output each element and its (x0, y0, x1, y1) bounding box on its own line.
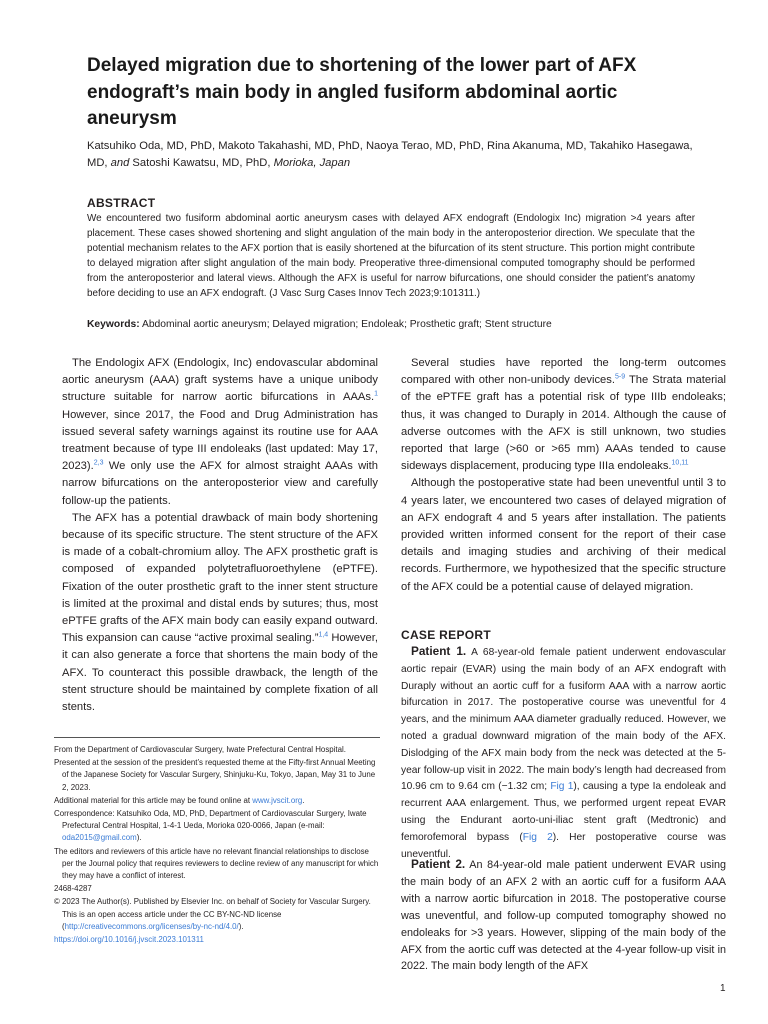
paragraph (62, 510, 378, 716)
text-run: ). (238, 921, 244, 931)
footnote (54, 896, 380, 933)
journal-website-link[interactable]: www.jvscit.org (252, 795, 303, 805)
abstract-text: We encountered two fusiform abdominal aortic aneurysm cases with delayed AFX endograft (Endologix Inc) migration >4 years after placement. These cases showed shortening and slight angulation of the main body in the anteroposterior direction. We speculate that the potential mechanism relates to the AFX portion that is easily shortened at the bifurcation of its stent structure. This portion might contribute to delayed migration after slight angulation of the main body. Preoperative three-dimensional computed tomography should be performed from the anteroposterior and lateral views. Although the AFX is useful for narrow bifurcations, one should consider the patient’s anatomy before deciding to use an AFX endograft. (J Vasc Surg Cases Innov Tech 2023;9:101311.) (87, 213, 695, 300)
text-run: Several studies have reported the long-term outcomes compared with other non-unibody devices. (401, 357, 726, 387)
text-run: We only use the AFX for almost straight AAAs with narrow bifurcations on the anteroposterior view and carefully follow-up the patients. (62, 460, 378, 507)
citation-link[interactable]: 1 (374, 390, 378, 398)
case-report-heading: CASE REPORT (401, 628, 491, 642)
footnote: Presented at the session of the president’s requested theme at the Fifty-first Annual Meeting of the Japanese Society for Vascular Surgery, Shinjuku-Ku, Tokyo, Japan, May 31 to June 2, 2023. (54, 758, 376, 792)
license-link[interactable]: http://creativecommons.org/licenses/by-nc-nd/4.0/ (64, 921, 239, 931)
text-run: A 68-year-old female patient underwent endovascular aortic repair (EVAR) using the main body of an AFX endograft with Duraply without an aortic cuff for a fusiform AAA with a narrow aortic bifurcation in 2017. The postoperative course was uneventful for 4 years, and the minimum AAA diameter gradually reduced. However, we noted a gradual downward migration of the main body of the AFX. Dislodging of the AFX main body from the neck was detected at the 5-year follow-up visit in 2022. The main body’s length had decreased from 10.96 cm to 9.64 cm (−1.32 cm; (401, 647, 726, 793)
paragraph (62, 355, 378, 510)
text-run: An 84-year-old male patient underwent EVAR using the main body of an AFX 2 with an aortic cuff for a fusiform AAA with a narrow aortic bifurcation in 2018. The postoperative course was uneventful, and follow-up computed tomography showed no endoleaks for >3 years. However, slipping of the main body of the AFX from the aortic cuff was detected at the 4-year follow-up visit in 2022. The main body length of the AFX (401, 859, 726, 973)
footnote (54, 808, 380, 845)
citation-link[interactable]: 5-9 (614, 373, 626, 381)
author-list (87, 138, 707, 172)
keywords-text: Abdominal aortic aneurysm; Delayed migration; Endoleak; Prosthetic graft; Stent structure (139, 319, 552, 330)
keywords (87, 317, 695, 332)
left-column (62, 355, 378, 716)
citation-link[interactable]: 1,4 (318, 631, 329, 639)
text-run: ). (136, 833, 142, 843)
abstract-body (87, 211, 695, 302)
article-title: Delayed migration due to shortening of the lower part of AFX endograft’s main body in angled fusiform abdominal aortic aneurysm (87, 55, 637, 129)
text-run: Correspondence: Katsuhiko Oda, MD, PhD, Department of Cardiovascular Surgery, Iwate Prefectural Central Hospital, 1-4-1 Ueda, Morioka 020-0066, Japan (e-mail: (54, 809, 367, 831)
footnote (54, 795, 380, 807)
footnotes (54, 744, 380, 947)
author-and: and (110, 157, 130, 169)
text-run: © 2023 The Author(s). Published by Elsevier Inc. on behalf of Society for Vascular Surgery. This is an open access article under the CC BY-NC-ND license ( (54, 897, 371, 931)
patient-2-label: Patient 2. (411, 857, 466, 871)
author-names-1: Katsuhiko Oda, MD, PhD, Makoto Takahashi, MD, PhD, Naoya Terao, MD, PhD, Rina Akanuma, MD, Takahiko Hasegawa, MD, (87, 140, 693, 169)
figure-link[interactable]: Fig 2 (522, 831, 553, 843)
footnote: 2468-4287 (54, 884, 92, 894)
footnote-divider (54, 737, 380, 738)
footnote: The editors and reviewers of this article have no relevant financial relationships to disclose per the Journal policy that requires reviewers to decline review of any manuscript for which they may have a conflict of interest. (54, 846, 379, 881)
paragraph: Although the postoperative state had been uneventful until 3 to 4 years later, we encountered two cases of delayed migration of an AFX endograft 4 and 5 years after installation. The patients provided written informed consent for the report of their case details and imaging studies and archiving of their medical records. Furthermore, we hypothesized that the specific structure of the AFX could be a potential cause of delayed migration. (401, 477, 726, 593)
keywords-label: Keywords: (87, 319, 140, 330)
footnote: From the Department of Cardiovascular Surgery, Iwate Prefectural Central Hospital. (54, 745, 346, 754)
doi-link[interactable]: https://doi.org/10.1016/j.jvscit.2023.101311 (54, 935, 204, 945)
patient-1-section (401, 643, 726, 863)
text-run: . (302, 795, 305, 805)
text-run: ). Her postoperative course was uneventful. (401, 831, 726, 860)
figure-link[interactable]: Fig 1 (550, 781, 574, 793)
text-run: ), causing a type Ia endoleak and recurrent AAA enlargement. Thus, we performed urgent repeat EVAR using the Endurant aorto-uni-iliac stent graft (Medtronic) and femorofemoral bypass ( (401, 781, 726, 843)
email-link[interactable]: oda2015@gmail.com (62, 833, 137, 843)
citation-link[interactable]: 2,3 (93, 459, 104, 467)
text-run: The Endologix AFX (Endologix, Inc) endovascular abdominal aortic aneurysm (AAA) graft systems have a unique unibody structure suitable for narrow aortic bifurcations in AAAs. (62, 357, 378, 404)
author-location: Morioka, Japan (273, 157, 351, 169)
patient-1-label: Patient 1. (411, 644, 467, 658)
footnote (54, 934, 380, 946)
paragraph (401, 355, 726, 475)
citation-link[interactable]: 10,11 (671, 459, 689, 467)
page-number: 1 (720, 983, 726, 994)
patient-2-section (401, 856, 726, 975)
paragraph (401, 856, 726, 975)
right-column (401, 355, 726, 596)
abstract-heading: ABSTRACT (87, 196, 156, 210)
text-run: The AFX has a potential drawback of main body shortening because of its specific structure. The stent structure of the AFX is made of a cobalt-chromium alloy. The AFX prosthetic graft is composed of expanded polytetrafluoroethylene (ePTFE). Fixation of the outer prosthetic graft to the inner stent structure is limited at the proximal and distal ends by sutures; thus, most ePTFE grafts of the AFX main body can easily expand outward. This expansion can cause “active proximal sealing.” (62, 511, 378, 645)
text-run: The Strata material of the ePTFE graft has a potential risk of type IIIb endoleaks; thus, it was changed to Duraply in 2014. Although the cause of adverse outcomes with the AFX is still unknown, two studies reported that large (>60 or >65 mm) AAAs tended to cause sideways displacement, producing type IIIa endoleaks. (401, 374, 726, 473)
text-run: However, since 2017, the Food and Drug Administration has issued several safety warnings against its routine use for AAA treatment because of type III endoleaks (last updated: May 17, 2023). (62, 408, 378, 473)
text-run: However, it can also generate a force that shortens the main body of the AFX. To counteract this possible drawback, the length of the stent structure should be maintained by complete fixation of all stents. (62, 632, 378, 714)
paragraph (401, 643, 726, 863)
author-names-2: Satoshi Kawatsu, MD, PhD, (129, 157, 274, 169)
text-run: Additional material for this article may be found online at (54, 795, 253, 805)
